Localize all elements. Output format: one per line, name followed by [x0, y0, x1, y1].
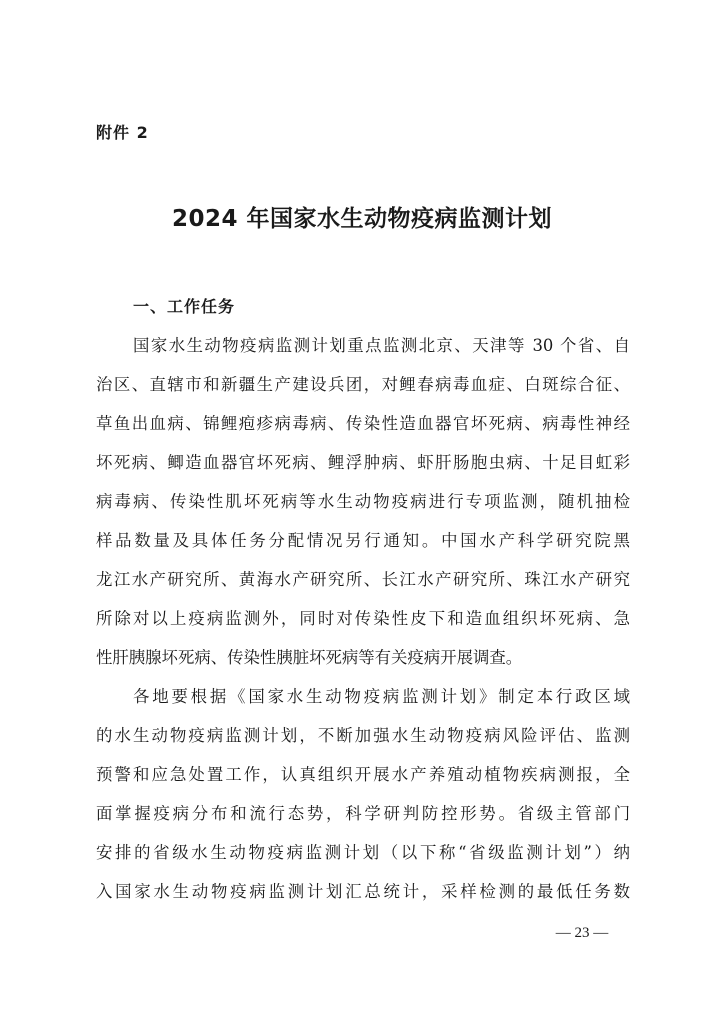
paragraph-line: 坏死病、鲫造血器官坏死病、鲤浮肿病、虾肝肠胞虫病、十足目虹彩 [96, 453, 630, 472]
paragraph-line: 各地要根据《国家水生动物疫病监测计划》制定本行政区域 [133, 687, 630, 706]
attachment-label: 附件 2 [96, 123, 149, 142]
paragraph-line: 龙江水产研究所、黄海水产研究所、长江水产研究所、珠江水产研究 [96, 570, 630, 589]
page-number: — 23 — [555, 925, 609, 941]
paragraph-line: 治区、直辖市和新疆生产建设兵团，对鲤春病毒血症、白斑综合征、 [96, 375, 630, 394]
paragraph-line: 国家水生动物疫病监测计划重点监测北京、天津等 30 个省、自 [133, 336, 630, 355]
section-heading: 一、工作任务 [133, 297, 236, 316]
paragraph-line: 所除对以上疫病监测外，同时对传染性皮下和造血组织坏死病、急 [96, 609, 630, 628]
paragraph-line: 预警和应急处置工作，认真组织开展水产养殖动植物疾病测报，全 [96, 765, 630, 784]
paragraph-line: 样品数量及具体任务分配情况另行通知。中国水产科学研究院黑 [96, 531, 630, 550]
paragraph-line: 安排的省级水生动物疫病监测计划（以下称“省级监测计划”）纳 [96, 843, 630, 862]
paragraph-line: 的水生动物疫病监测计划，不断加强水生动物疫病风险评估、监测 [96, 726, 630, 745]
paragraph-line: 面掌握疫病分布和流行态势，科学研判防控形势。省级主管部门 [96, 804, 630, 823]
paragraph-line: 病毒病、传染性肌坏死病等水生动物疫病进行专项监测，随机抽检 [96, 492, 630, 511]
paragraph-line: 入国家水生动物疫病监测计划汇总统计，采样检测的最低任务数 [96, 882, 630, 901]
document-title: 2024 年国家水生动物疫病监测计划 [171, 206, 553, 232]
paragraph-line: 性肝胰腺坏死病、传染性胰脏坏死病等有关疫病开展调查。 [96, 648, 523, 667]
paragraph-line: 草鱼出血病、锦鲤疱疹病毒病、传染性造血器官坏死病、病毒性神经 [96, 414, 630, 433]
